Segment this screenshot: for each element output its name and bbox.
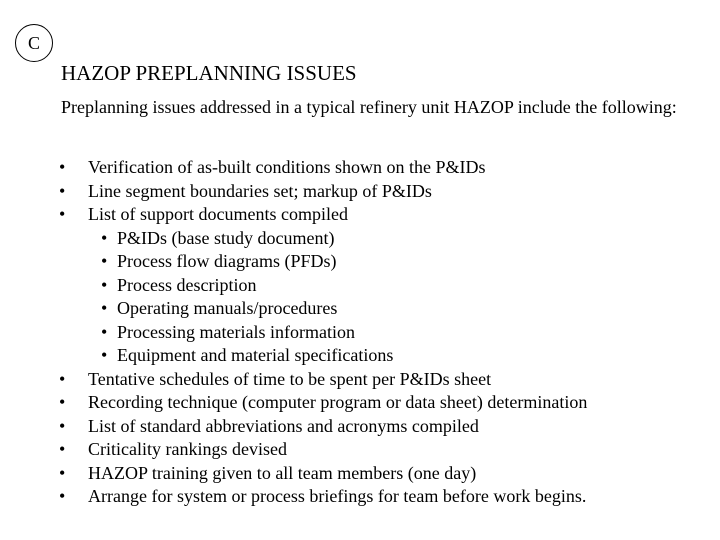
list-item-text: HAZOP training given to all team members (one day) xyxy=(88,462,477,483)
list-item xyxy=(59,415,699,439)
list-item xyxy=(59,462,699,486)
list-item-text: Process description xyxy=(117,274,257,295)
bullet-icon: • xyxy=(59,157,66,177)
bullet-icon: • xyxy=(59,204,66,224)
page-title: HAZOP PREPLANNING ISSUES xyxy=(61,61,357,85)
bullet-icon: • xyxy=(101,321,108,342)
bullet-icon: • xyxy=(59,368,66,389)
intro-paragraph: Preplanning issues addressed in a typical refinery unit HAZOP include the following: xyxy=(61,97,677,117)
bullet-icon: • xyxy=(101,298,108,318)
list-item xyxy=(59,180,699,204)
list-item-text: Tentative schedules of time to be spent per P&IDs sheet xyxy=(88,368,492,389)
bullet-icon: • xyxy=(59,439,66,459)
sub-list-item xyxy=(59,297,699,321)
sub-list-item xyxy=(59,274,699,298)
list-item-text: P&IDs (base study document) xyxy=(117,227,335,248)
list-item-text: Arrange for system or process briefings for team before work begins. xyxy=(88,486,587,506)
sub-list-item xyxy=(59,250,699,274)
bullet-icon: • xyxy=(59,462,66,483)
list-item-text: Verification of as-built conditions shown on the P&IDs xyxy=(88,157,486,177)
bullet-icon: • xyxy=(59,486,66,506)
bullet-icon: • xyxy=(59,415,66,436)
bullet-list xyxy=(59,156,699,509)
slide-letter-badge xyxy=(15,24,53,62)
bullet-icon: • xyxy=(59,392,66,412)
sub-list-item xyxy=(59,227,699,251)
list-item-text: List of support documents compiled xyxy=(88,204,348,224)
bullet-icon: • xyxy=(59,180,66,201)
sub-list-item xyxy=(59,344,699,368)
bullet-icon: • xyxy=(101,227,108,248)
list-item xyxy=(59,485,699,509)
list-item xyxy=(59,368,699,392)
list-item-text: Line segment boundaries set; markup of P&IDs xyxy=(88,180,432,201)
list-item-text: Process flow diagrams (PFDs) xyxy=(117,251,337,271)
list-item-text: List of standard abbreviations and acronyms compiled xyxy=(88,415,479,436)
list-item-text: Operating manuals/procedures xyxy=(117,298,338,318)
sub-list-item xyxy=(59,321,699,345)
bullet-icon: • xyxy=(101,251,108,271)
list-item-text: Equipment and material specifications xyxy=(117,345,394,365)
bullet-icon: • xyxy=(101,274,108,295)
bullet-icon: • xyxy=(101,345,108,365)
list-item-text: Recording technique (computer program or data sheet) determination xyxy=(88,392,588,412)
list-item xyxy=(59,438,699,462)
list-item xyxy=(59,203,699,227)
badge-letter: C xyxy=(27,33,40,53)
list-item xyxy=(59,391,699,415)
list-item-text: Criticality rankings devised xyxy=(88,439,287,459)
list-item xyxy=(59,156,699,180)
list-item-text: Processing materials information xyxy=(117,321,355,342)
